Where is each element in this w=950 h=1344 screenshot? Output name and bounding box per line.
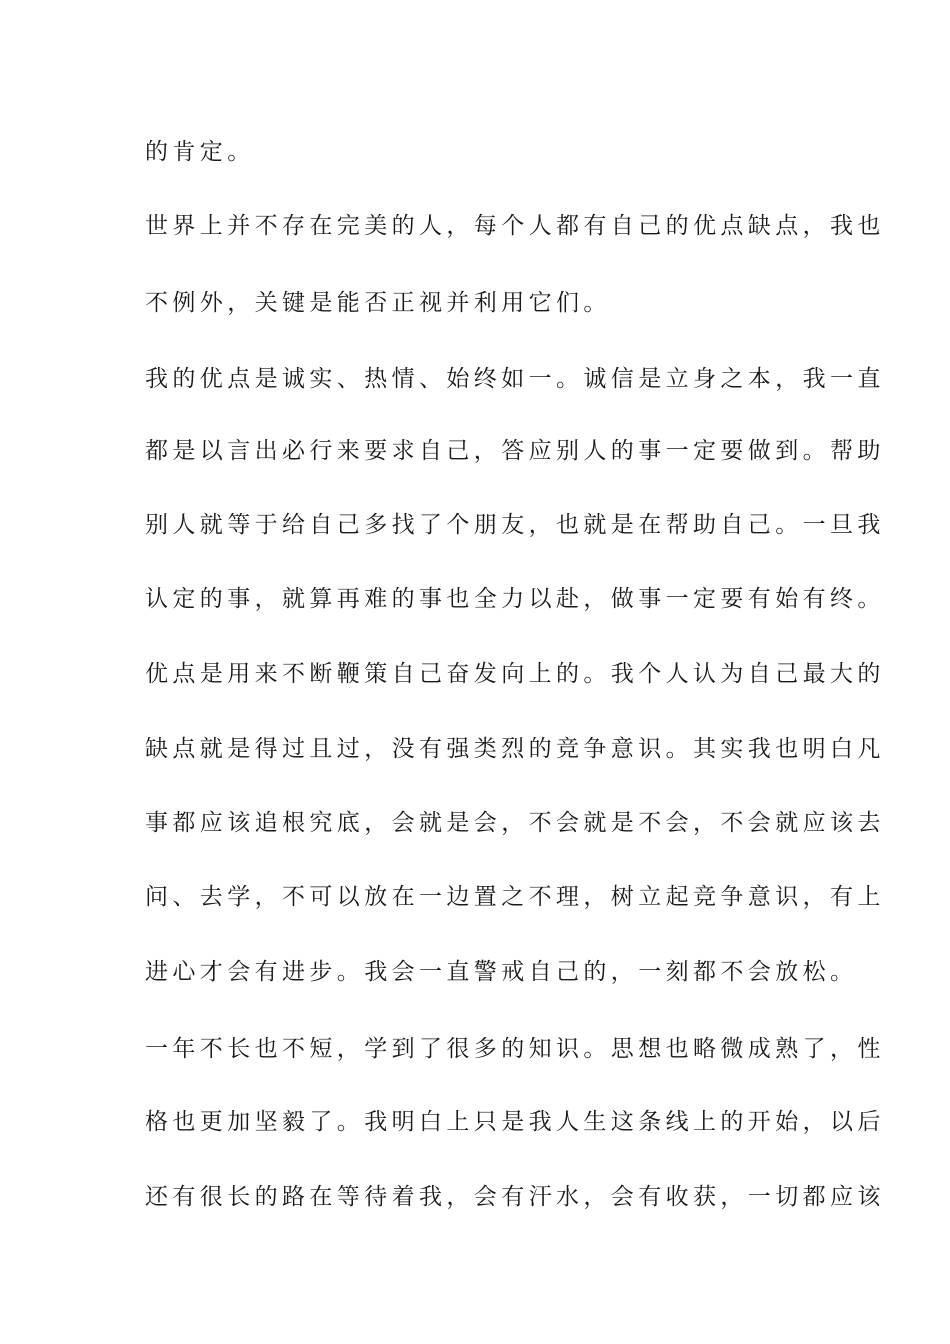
text-line: 缺点就是得过且过，没有强类烈的竞争意识。其实我也明白凡 <box>145 736 885 762</box>
text-line: 还有很长的路在等待着我，会有汗水，会有收获，一切都应该 <box>145 1184 885 1210</box>
text-line: 优点是用来不断鞭策自己奋发向上的。我个人认为自己最大的 <box>145 661 885 687</box>
text-line: 的肯定。 <box>145 139 255 165</box>
text-line: 进心才会有进步。我会一直警戒自己的，一刻都不会放松。 <box>145 959 858 985</box>
text-line: 问、去学，不可以放在一边置之不理，树立起竞争意识，有上 <box>145 884 885 910</box>
text-line: 不例外，关键是能否正视并利用它们。 <box>145 290 611 316</box>
text-line: 我的优点是诚实、热情、始终如一。诚信是立身之本，我一直 <box>145 366 885 392</box>
text-line: 格也更加坚毅了。我明白上只是我人生这条线上的开始，以后 <box>145 1109 885 1135</box>
text-line: 一年不长也不短，学到了很多的知识。思想也略微成熟了，性 <box>145 1036 885 1062</box>
text-line: 别人就等于给自己多找了个朋友，也就是在帮助自己。一旦我 <box>145 512 885 538</box>
text-line: 事都应该追根究底，会就是会，不会就是不会，不会就应该去 <box>145 810 885 836</box>
text-line: 世界上并不存在完美的人，每个人都有自己的优点缺点，我也 <box>145 213 885 239</box>
text-line: 认定的事，就算再难的事也全力以赴，做事一定要有始有终。 <box>145 586 885 612</box>
text-line: 都是以言出必行来要求自己，答应别人的事一定要做到。帮助 <box>145 438 885 464</box>
